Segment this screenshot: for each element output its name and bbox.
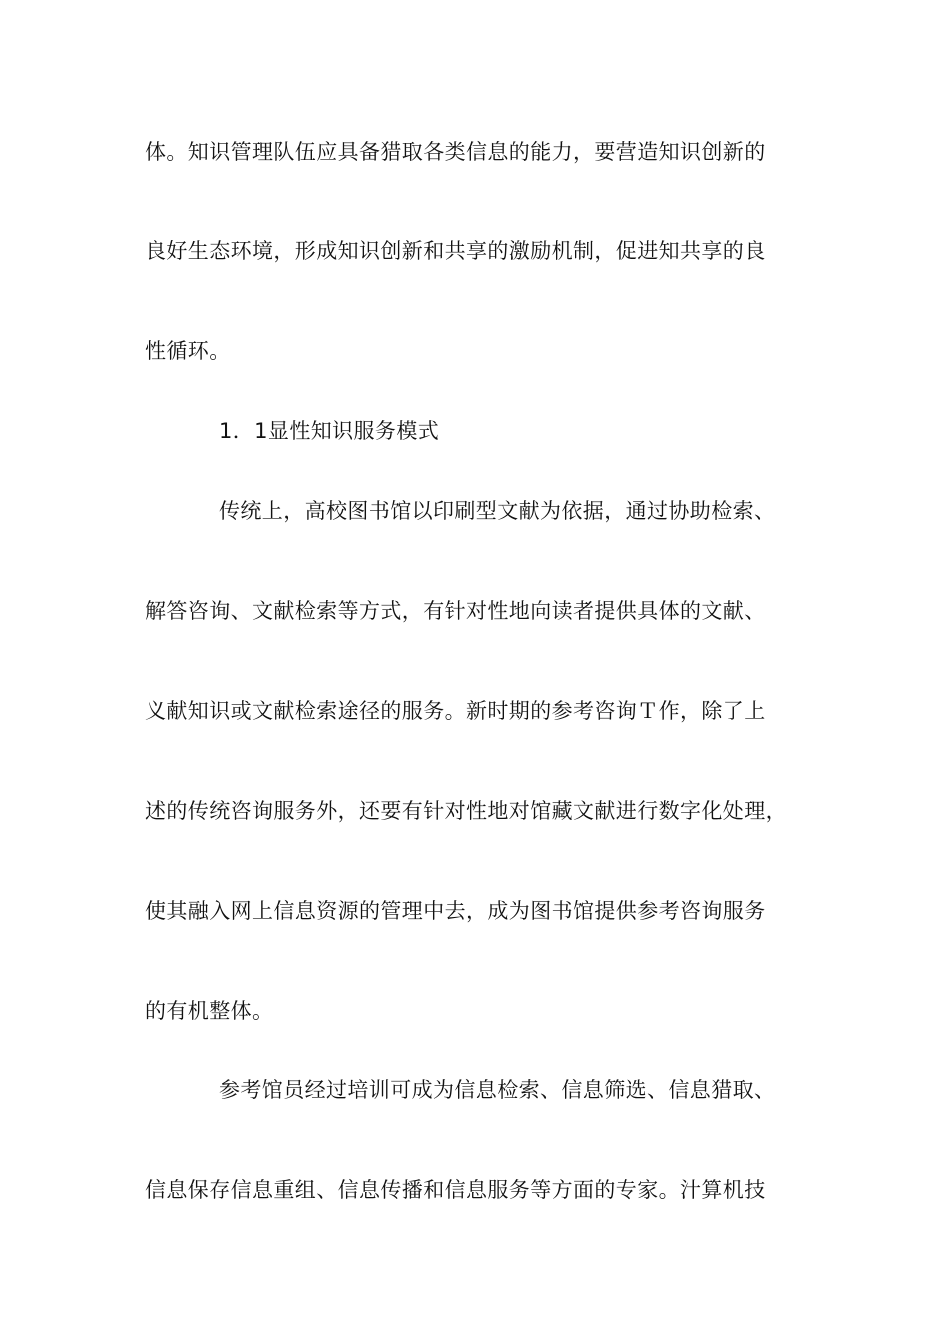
paragraph-line: 参考馆员经过培训可成为信息检索、信息筛选、信息猎取、 (219, 1078, 776, 1102)
paragraph-line: 解答咨询、文献检索等方式，有针对性地向读者提供具体的文献、 (145, 599, 766, 623)
paragraph-line: 性循环。 (145, 339, 231, 363)
paragraph-line: 义献知识或文献检索途径的服务。新时期的参考咨询Ｔ作，除了上 (145, 699, 766, 723)
paragraph-line: 传统上，高校图书馆以印刷型文献为依据，通过协助检索、 (219, 499, 776, 523)
paragraph-line: 使其融入网上信息资源的管理中去，成为图书馆提供参考咨询服务 (145, 899, 766, 923)
paragraph-line: 述的传统咨询服务外，还要有针对性地对馆藏文献进行数字化处理， (145, 799, 787, 823)
section-heading: 1．1显性知识服务模式 (219, 419, 440, 443)
paragraph-line: 的有机整体。 (145, 999, 274, 1023)
paragraph-line: 良好生态环境，形成知识创新和共享的激励机制，促进知共享的良 (145, 239, 766, 263)
paragraph-line: 信息保存信息重组、信息传播和信息服务等方面的专家。汁算机技 (145, 1178, 766, 1202)
paragraph-line: 体。知识管理队伍应具备猎取各类信息的能力，要营造知识创新的 (145, 140, 766, 164)
